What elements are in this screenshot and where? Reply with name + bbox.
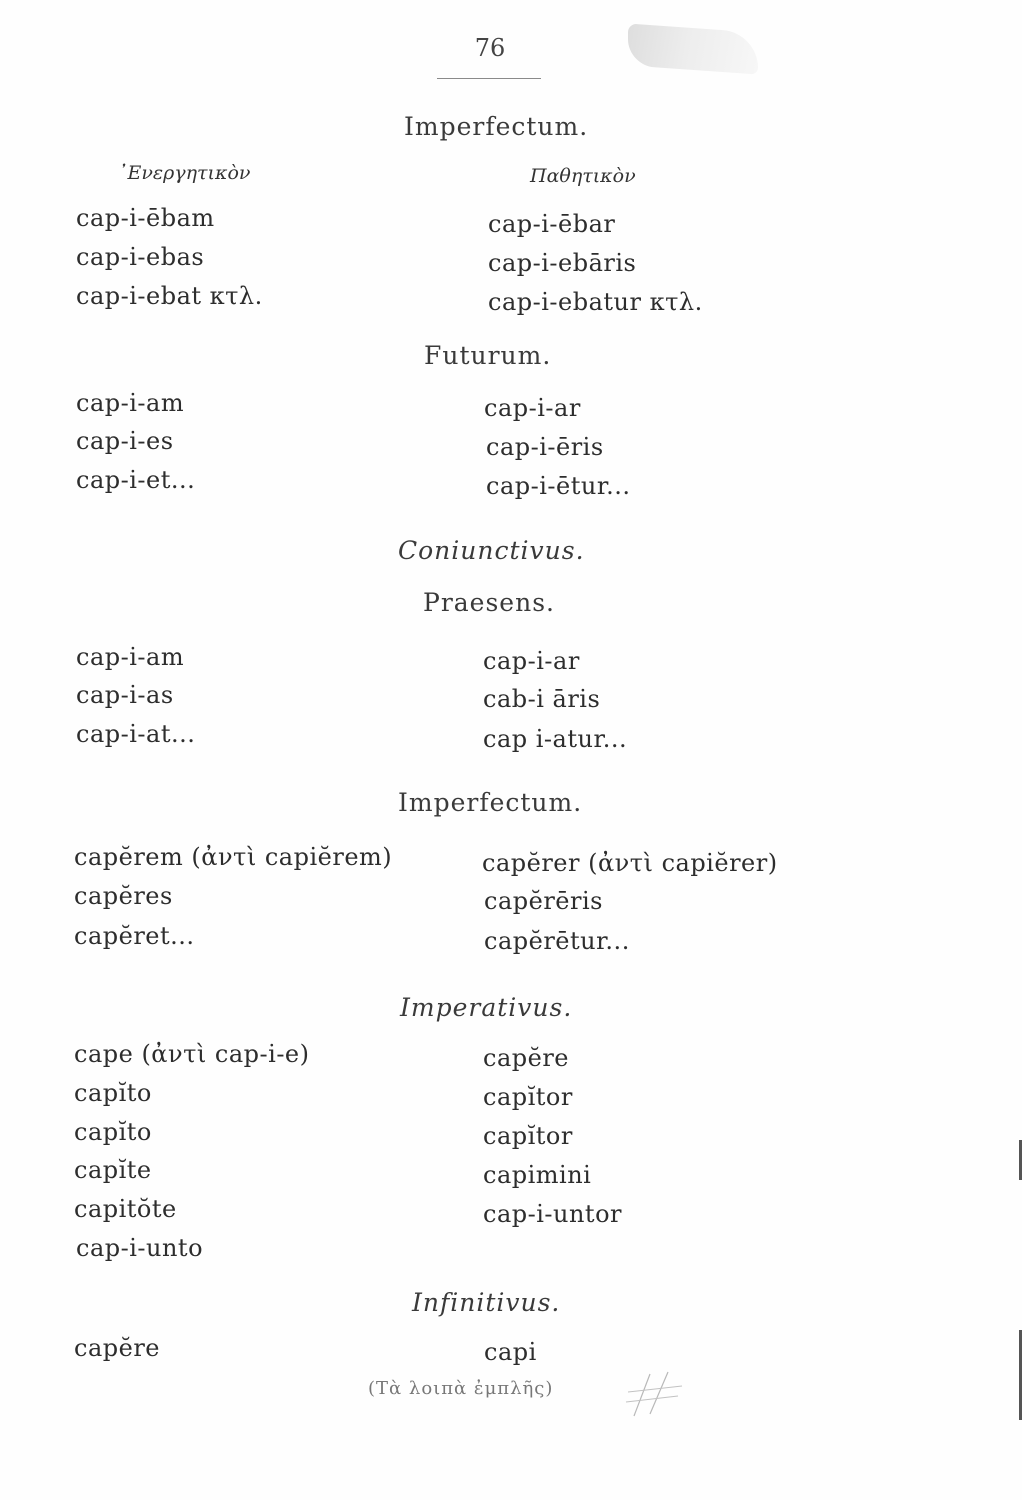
passive-form: cap-i-untor [483,1200,622,1228]
active-form: capĕrem (ἀντὶ capiĕrem) [74,843,393,871]
passive-form: cap-i-ebatur κτλ. [488,288,703,316]
active-form: cap-i-am [76,643,185,671]
heading-imperfectum: Imperfectum. [404,112,589,141]
passive-form: capimini [483,1161,592,1189]
heading-praesens: Praesens. [423,588,555,617]
active-form: capitŏte [74,1195,177,1223]
passive-form: cap-i-ebāris [488,249,637,277]
active-form: capĕres [74,882,173,910]
active-form: capĭte [74,1156,152,1184]
passive-form: capĕre [483,1044,569,1072]
pencil-scribble-icon [620,1370,690,1420]
page-number: 76 [474,34,506,62]
passive-form: cap-i-ēris [486,433,604,461]
active-form: cap-i-at... [76,720,196,748]
heading-imperativus: Imperativus. [400,993,573,1022]
active-form: cap-i-am [76,389,185,417]
passive-form: cap-i-ar [484,394,581,422]
passive-form: capi [484,1338,537,1366]
passive-form: cab-i āris [483,685,601,713]
heading-imperfectum-coniunctivus: Imperfectum. [398,788,583,817]
passive-form: capĕrēris [484,887,603,915]
page-number-rule [437,78,541,79]
active-form: capĭto [74,1118,152,1146]
passive-form: capĕrētur... [484,927,630,955]
active-form: cap-i-unto [76,1234,204,1262]
active-form: cap-i-ebas [76,243,205,271]
passive-form: capĭtor [483,1083,573,1111]
column-head-active: ᾿Ενεργητικὸν [118,162,251,184]
active-form: cape (ἀντὶ cap-i-e) [74,1040,310,1068]
passive-form: cap i-atur... [483,725,628,753]
passive-form: cap-i-ētur... [486,472,631,500]
active-form: capĕret... [74,922,195,950]
active-form: cap-i-ebat κτλ. [76,282,263,310]
passive-form: capĕrer (ἀντὶ capiĕrer) [482,849,778,877]
column-head-passive: Παθητικὸν [530,165,636,187]
active-form: capĕre [74,1334,160,1362]
footnote: (Τὰ λοιπὰ ἐμπλῆς) [368,1378,554,1399]
active-form: cap-i-et... [76,466,196,494]
heading-coniunctivus: Coniunctivus. [398,536,585,565]
active-form: capĭto [74,1079,152,1107]
active-form: cap-i-as [76,681,174,709]
passive-form: cap-i-ar [483,647,580,675]
active-form: cap-i-ēbam [76,204,215,232]
active-form: cap-i-es [76,427,174,455]
passive-form: capĭtor [483,1122,573,1150]
heading-futurum: Futurum. [424,341,552,370]
heading-infinitivus: Infinitivus. [412,1288,561,1317]
passive-form: cap-i-ēbar [488,210,616,238]
